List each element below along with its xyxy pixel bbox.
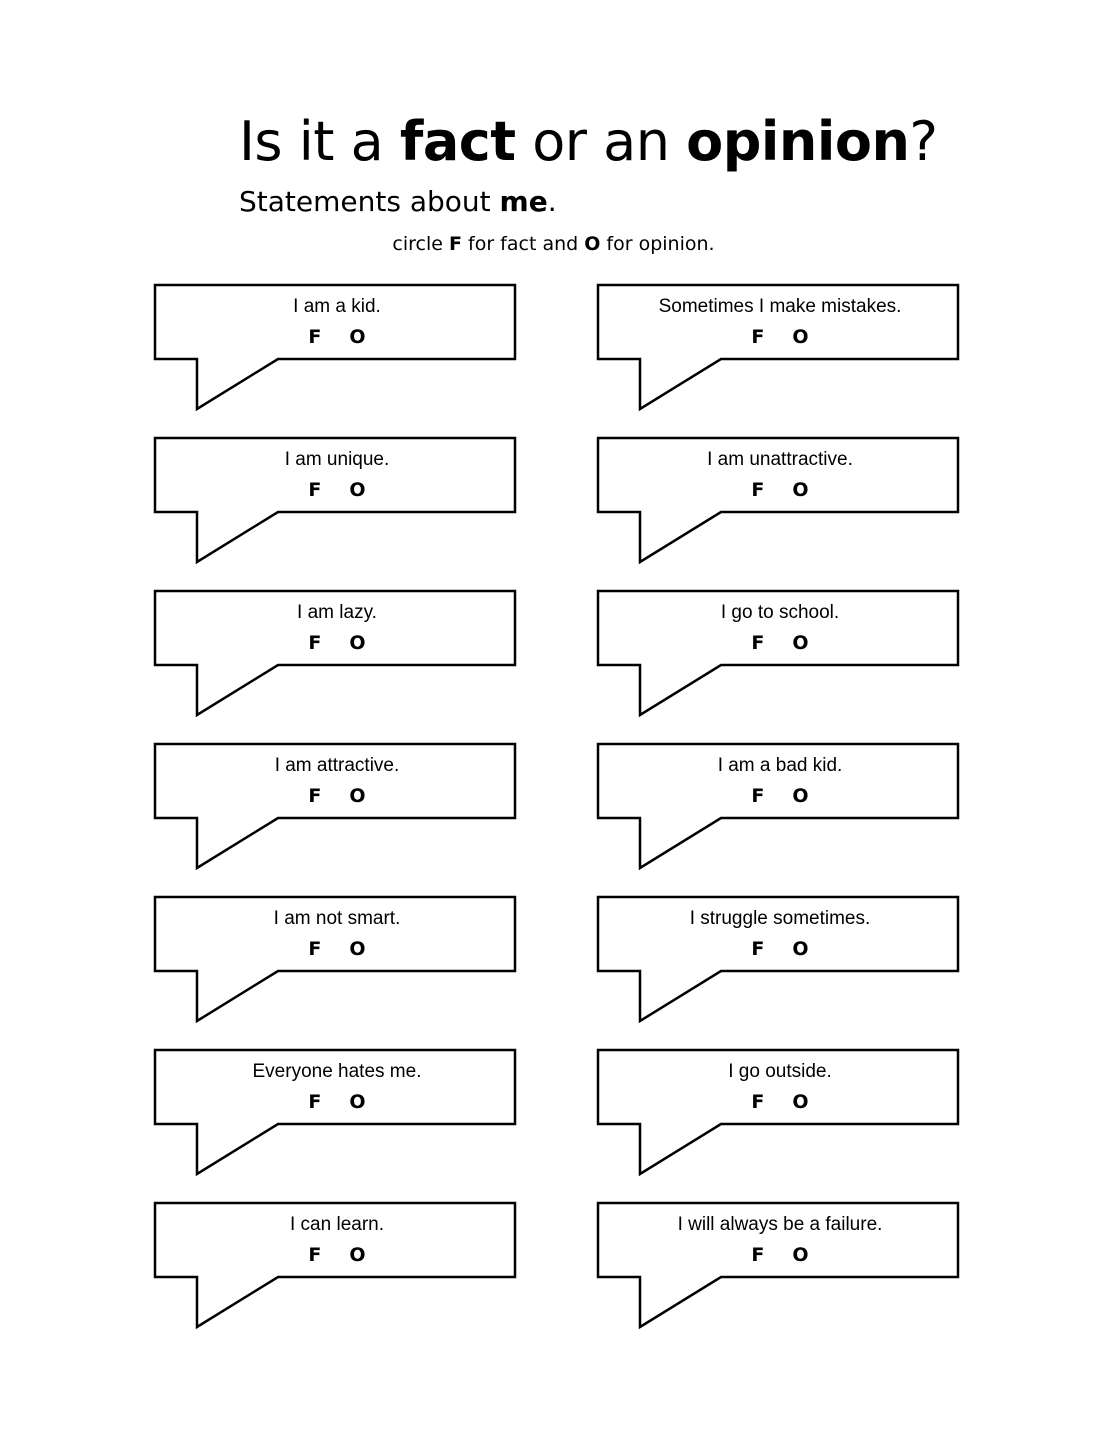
statement-text: I am not smart. (273, 908, 401, 929)
subtitle-text-2: . (547, 185, 557, 218)
answer-choices (154, 477, 520, 503)
speech-bubble (154, 896, 520, 1026)
statement-text: I am a bad kid. (717, 755, 843, 776)
opinion-choice[interactable]: O (349, 632, 366, 654)
opinion-choice[interactable]: O (349, 1091, 366, 1113)
statement-text: I am attractive. (274, 755, 400, 776)
answer-choices (597, 324, 963, 350)
answer-choices (597, 1089, 963, 1115)
fact-choice[interactable]: F (751, 1244, 765, 1266)
statement-text: Sometimes I make mistakes. (658, 296, 902, 317)
fact-choice[interactable]: F (308, 785, 322, 807)
fact-choice[interactable]: F (751, 479, 765, 501)
instr-f: F (448, 233, 462, 255)
title-opinion: opinion (686, 110, 910, 173)
opinion-choice[interactable]: O (792, 1244, 809, 1266)
answer-choices (597, 1242, 963, 1268)
speech-bubble (154, 1049, 520, 1179)
speech-bubble (154, 590, 520, 720)
statement-text: I will always be a failure. (677, 1214, 883, 1235)
statement-text: I am a kid. (293, 296, 381, 317)
answer-choices (154, 1242, 520, 1268)
opinion-choice[interactable]: O (349, 326, 366, 348)
speech-bubble (597, 1202, 963, 1332)
opinion-choice[interactable]: O (792, 479, 809, 501)
speech-bubble (597, 284, 963, 414)
worksheet-title (239, 110, 938, 174)
speech-bubble (597, 590, 963, 720)
instructions (0, 231, 1107, 257)
title-text-2: or an (515, 110, 687, 173)
instr-text-1: circle (392, 233, 449, 255)
opinion-choice[interactable]: O (349, 938, 366, 960)
statement-text: Everyone hates me. (252, 1061, 422, 1082)
opinion-choice[interactable]: O (792, 938, 809, 960)
subtitle-text-1: Statements about (239, 185, 500, 218)
statement-text: I go outside. (728, 1061, 832, 1082)
fact-choice[interactable]: F (308, 1244, 322, 1266)
fact-choice[interactable]: F (751, 326, 765, 348)
opinion-choice[interactable]: O (792, 632, 809, 654)
title-text-3: ? (909, 110, 938, 173)
answer-choices (154, 1089, 520, 1115)
instr-o: O (584, 233, 601, 255)
fact-choice[interactable]: F (751, 1091, 765, 1113)
speech-bubble (154, 1202, 520, 1332)
speech-bubble (597, 743, 963, 873)
opinion-choice[interactable]: O (349, 479, 366, 501)
speech-bubble (597, 1049, 963, 1179)
instr-text-2: for fact and (461, 233, 585, 255)
title-text-1: Is it a (239, 110, 400, 173)
subtitle-me: me (499, 185, 548, 218)
opinion-choice[interactable]: O (349, 785, 366, 807)
fact-choice[interactable]: F (751, 632, 765, 654)
worksheet-subtitle (239, 184, 557, 220)
fact-choice[interactable]: F (308, 1091, 322, 1113)
answer-choices (154, 783, 520, 809)
speech-bubble (154, 437, 520, 567)
fact-choice[interactable]: F (308, 326, 322, 348)
fact-choice[interactable]: F (751, 785, 765, 807)
speech-bubble (597, 896, 963, 1026)
answer-choices (154, 936, 520, 962)
answer-choices (597, 783, 963, 809)
answer-choices (154, 630, 520, 656)
speech-bubble (597, 437, 963, 567)
statement-text: I go to school. (720, 602, 840, 623)
statement-text: I struggle sometimes. (689, 908, 871, 929)
statement-text: I am unattractive. (707, 449, 853, 470)
answer-choices (597, 630, 963, 656)
title-fact: fact (399, 110, 516, 173)
speech-bubble (154, 284, 520, 414)
answer-choices (597, 936, 963, 962)
opinion-choice[interactable]: O (792, 1091, 809, 1113)
statement-text: I am lazy. (297, 602, 377, 623)
statement-text: I can learn. (290, 1214, 384, 1235)
fact-choice[interactable]: F (308, 938, 322, 960)
fact-choice[interactable]: F (751, 938, 765, 960)
answer-choices (154, 324, 520, 350)
speech-bubble (154, 743, 520, 873)
fact-choice[interactable]: F (308, 479, 322, 501)
instr-text-3: for opinion. (600, 233, 715, 255)
statement-text: I am unique. (284, 449, 390, 470)
opinion-choice[interactable]: O (792, 785, 809, 807)
answer-choices (597, 477, 963, 503)
opinion-choice[interactable]: O (349, 1244, 366, 1266)
fact-choice[interactable]: F (308, 632, 322, 654)
opinion-choice[interactable]: O (792, 326, 809, 348)
